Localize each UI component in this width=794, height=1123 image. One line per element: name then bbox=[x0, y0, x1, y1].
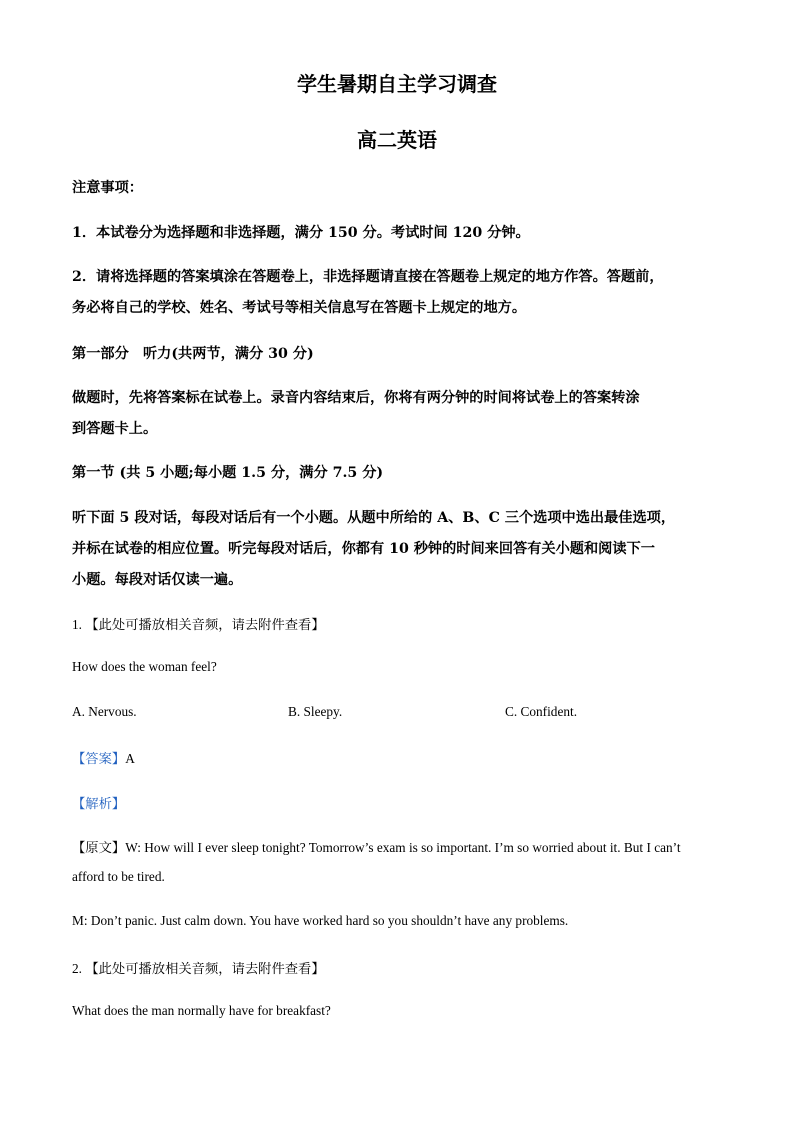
transcript-label: 【原文】 bbox=[72, 840, 126, 855]
transcript-line-2: afford to be tired. bbox=[72, 869, 165, 884]
part1-instruction-line-1: 做题时，先将答案标在试卷上。录音内容结束后，你将有两分钟的时间将试卷上的答案转涂 bbox=[72, 390, 640, 406]
part1-heading: 第一部分 听力(共两节，满分 30 分) bbox=[72, 346, 314, 362]
question-2-text: What does the man normally have for breakfast? bbox=[72, 1003, 331, 1018]
notice-item-2-line-1: 2．请将选择题的答案填涂在答题卷上，非选择题请直接在答题卷上规定的地方作答。答题前， bbox=[72, 269, 664, 285]
question-1-options bbox=[72, 704, 722, 722]
part1-instruction-line-2: 到答题卡上。 bbox=[72, 421, 158, 437]
transcript-line-1 bbox=[72, 837, 681, 856]
transcript-line-3: M: Don’t panic. Just calm down. You have worked hard so you shouldn’t have any problems. bbox=[72, 913, 569, 928]
section1-instruction-line-2: 并标在试卷的相应位置。听完每段对话后，你都有 10 秒钟的时间来回答有关小题和阅读下一 bbox=[72, 541, 655, 557]
analysis-label: 【解析】 bbox=[72, 796, 126, 811]
option-a: A. Nervous. bbox=[72, 704, 137, 719]
question-number: 2. bbox=[72, 961, 82, 976]
section1-instruction-line-1: 听下面 5 段对话，每段对话后有一个小题。从题中所给的 A、B、C 三个选项中选出最佳选项， bbox=[72, 510, 676, 526]
option-b: B. Sleepy. bbox=[288, 704, 343, 719]
notice-heading: 注意事项： bbox=[72, 180, 143, 196]
audio-note: 【此处可播放相关音频，请去附件查看】 bbox=[85, 961, 325, 976]
transcript-text: W: How will I ever sleep tonight? Tomorrow’s exam is so important. I’m so worried about it. But I can’t bbox=[125, 840, 681, 855]
question-1-header bbox=[72, 614, 325, 633]
page-title: 学生暑期自主学习调查 bbox=[297, 72, 497, 96]
question-2-header bbox=[72, 958, 325, 977]
audio-note: 【此处可播放相关音频，请去附件查看】 bbox=[85, 617, 325, 632]
question-number: 1. bbox=[72, 617, 82, 632]
page-subtitle: 高二英语 bbox=[357, 128, 437, 152]
option-c: C. Confident. bbox=[505, 704, 578, 719]
notice-item-2-line-2: 务必将自己的学校、姓名、考试号等相关信息写在答题卡上规定的地方。 bbox=[72, 300, 527, 316]
answer-label: 【答案】 bbox=[72, 751, 126, 766]
notice-item-1: 1．本试卷分为选择题和非选择题，满分 150 分。考试时间 120 分钟。 bbox=[72, 225, 530, 241]
answer-value: A bbox=[125, 751, 135, 766]
answer-line bbox=[72, 748, 135, 767]
section1-heading: 第一节 (共 5 小题;每小题 1.5 分，满分 7.5 分) bbox=[72, 465, 384, 481]
section1-instruction-line-3: 小题。每段对话仅读一遍。 bbox=[72, 572, 243, 588]
question-1-text: How does the woman feel? bbox=[72, 659, 217, 674]
